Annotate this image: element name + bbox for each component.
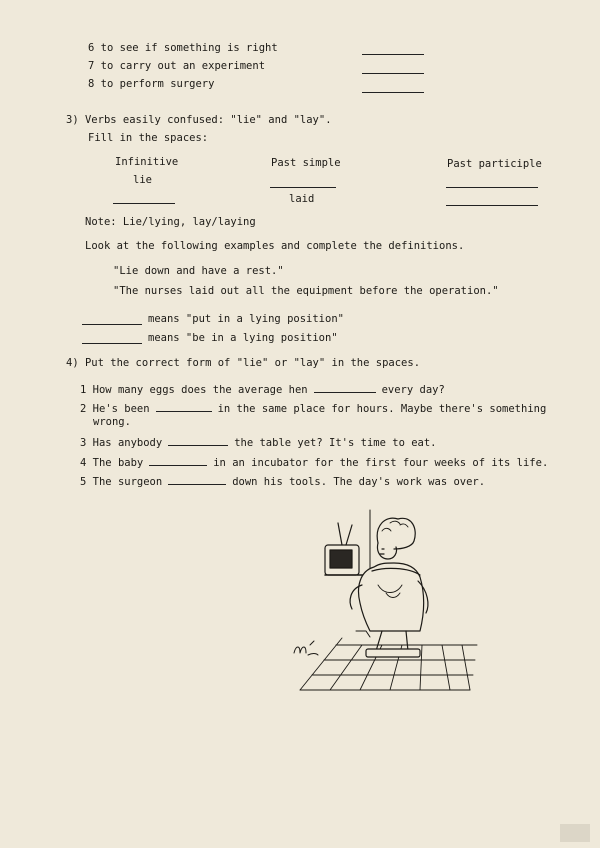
item-number: 6 [88,42,95,54]
item-text: to carry out an experiment [100,60,266,72]
col-past-simple-header: Past simple [271,157,341,169]
item-number: 2 [80,403,87,415]
item-text-after: in an incubator for the first four weeks of its life. [213,457,549,469]
item-number: 4 [80,457,87,469]
item-number: 8 [88,78,95,90]
item-text: to perform surgery [100,78,215,90]
section4-heading [66,357,420,370]
item-text-before: The baby [92,457,144,469]
definition-1: means "put in a lying position" [148,313,344,325]
past-simple-laid: laid [289,193,315,205]
answer-blank[interactable] [168,435,228,446]
floor-tiles [300,638,477,690]
answer-blank-8[interactable] [362,92,424,93]
item-number: 3 [80,437,87,449]
section3-instruction: Fill in the spaces: [88,132,209,144]
exercise-item-5 [80,474,485,489]
item-6 [88,42,278,55]
item-text-after: the table yet? It's time to eat. [234,437,437,449]
answer-blank-6[interactable] [362,54,424,55]
artist-signature [294,641,318,655]
exercise-item-3 [80,435,437,450]
answer-blank[interactable] [314,382,376,393]
item-text-before: The surgeon [92,476,163,488]
item-text: to see if something is right [100,42,278,54]
section-number: 4) [66,357,79,369]
item-number: 5 [80,476,87,488]
note-text: Note: Lie/lying, lay/laying [85,216,256,228]
answer-blank[interactable] [168,474,226,485]
definition-2: means "be in a lying position" [148,332,338,344]
item-text-before: How many eggs does the average hen [92,384,308,396]
past-participle-lie-blank[interactable] [446,187,538,188]
definition-2-blank[interactable] [82,343,142,344]
section3-heading [66,114,332,127]
item-number: 1 [80,384,87,396]
example-2: "The nurses laid out all the equipment before the operation." [113,285,499,297]
col-past-participle-header: Past participle [447,158,542,170]
item-text-after: down his tools. The day's work was over. [232,476,486,488]
col-infinitive-header: Infinitive [115,156,179,168]
corner-tab [560,824,590,842]
examples-intro: Look at the following examples and complete the definitions. [85,240,465,252]
infinitive-lay-blank[interactable] [113,203,175,204]
item-text-after: in the same place for hours. Maybe there's something [217,403,547,415]
example-1: "Lie down and have a rest." [113,265,284,277]
exercise-item-1 [80,382,445,397]
answer-blank[interactable] [149,455,207,466]
answer-blank-7[interactable] [362,73,424,74]
section-title: Put the correct form of "lie" or "lay" in the spaces. [84,357,421,369]
answer-blank[interactable] [156,401,212,412]
item-8 [88,78,214,91]
infinitive-lie: lie [133,174,152,186]
woman-on-scale-cartoon-icon [290,505,490,700]
exercise-item-2-continued: wrong. [93,416,131,428]
woman-figure [350,518,428,657]
item-number: 7 [88,60,95,72]
section-title: Verbs easily confused: "lie" and "lay". [84,114,332,126]
tv-set [325,523,370,575]
past-participle-lay-blank[interactable] [446,205,538,206]
item-7 [88,60,265,73]
exercise-item-2 [80,401,546,416]
definition-1-blank[interactable] [82,324,142,325]
exercise-item-4 [80,455,548,470]
item-text-before: Has anybody [92,437,163,449]
item-text-before: He's been [92,403,150,415]
section-number: 3) [66,114,79,126]
item-text-after: every day? [381,384,445,396]
past-simple-lie-blank[interactable] [270,187,336,188]
